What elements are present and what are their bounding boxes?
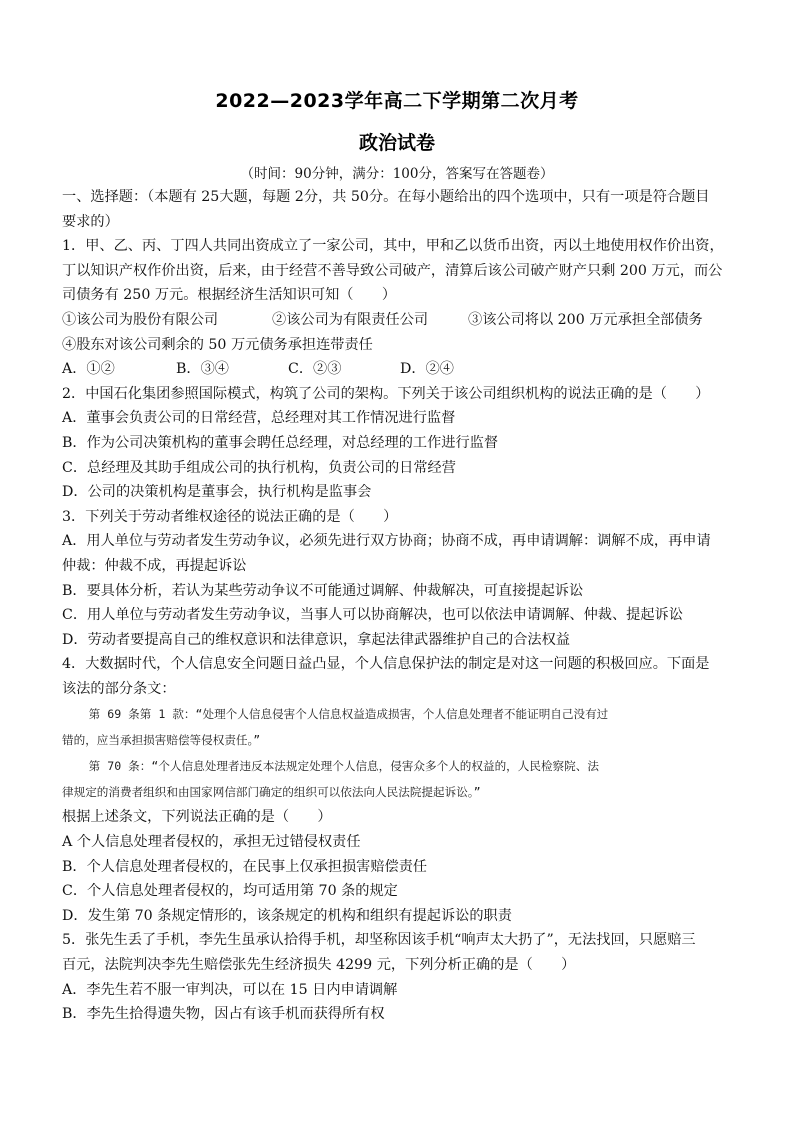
exam-title: 2022—2023学年高二下学期第二次月考 — [215, 90, 579, 112]
law-quote-text: 错的，应当承担损害赔偿等侵权责任。” — [62, 733, 261, 748]
exam-meta: （时间：90分钟，满分：100分，答案写在答题卷） — [240, 166, 554, 182]
question-1 — [62, 234, 734, 382]
option-d: D．公司的决策机构是董事会，执行机构是监事会 — [62, 484, 372, 501]
law-quote-69 — [62, 701, 734, 753]
question-stem: 3．下列关于劳动者维权途径的说法正确的是（ ） — [62, 508, 398, 525]
section-intro: 一、选择题：（本题有 25大题，每题 2分，共 50分。在每小题给出的四个选项中，只有一项是符合题目 — [62, 189, 710, 205]
statement-item: ①该公司为股份有限公司 — [62, 311, 219, 328]
option-c: C．用人单位与劳动者发生劳动争议，当事人可以协商解决，也可以依法申请调解、仲裁、提起诉讼 — [62, 607, 683, 624]
question-stem: 丁以知识产权作价出资，后来，由于经营不善导致公司破产，清算后该公司破产财产只剩 200 万元，而公 — [62, 262, 723, 279]
option-a: A．①② — [62, 361, 115, 378]
exam-subject-title: 政治试卷 — [358, 132, 435, 154]
question-stem: 5．张先生丢了手机，李先生虽承认拾得手机，却坚称因该手机“响声太大扔了”，无法找回，只愿赔三 — [62, 932, 696, 949]
exam-body — [62, 185, 734, 1027]
statement-row — [62, 308, 734, 333]
option-a: A 个人信息处理者侵权的，承担无过错侵权责任 — [62, 834, 361, 851]
question-5 — [62, 928, 734, 1026]
question-4 — [62, 652, 734, 928]
question-stem: 4．大数据时代，个人信息安全问题日益凸显，个人信息保护法的制定是对这一问题的积极回应。下面是 — [62, 656, 710, 673]
law-quote-70 — [62, 753, 734, 805]
statement-item: ③该公司将以 200 万元承担全部债务 — [468, 311, 703, 328]
option-d: D．②④ — [400, 361, 454, 378]
statement-item: ④股东对该公司剩余的 50 万元债务承担连带责任 — [62, 336, 373, 353]
option-a: A．用人单位与劳动者发生劳动争议，必须先进行双方协商；协商不成，再申请调解：调解不成，再申请 — [62, 533, 711, 550]
option-a-cont: 仲裁：仲裁不成，再提起诉讼 — [62, 557, 247, 574]
option-b: B．个人信息处理者侵权的，在民事上仅承担损害赔偿责任 — [62, 858, 428, 875]
section-intro-cont: 要求的） — [62, 213, 119, 230]
option-row — [62, 357, 734, 382]
option-a: A．董事会负责公司的日常经营，总经理对其工作情况进行监督 — [62, 410, 456, 427]
question-stem: 1．甲、乙、丙、丁四人共同出资成立了一家公司，其中，甲和乙以货币出资，丙以土地使用权作价出资， — [62, 238, 724, 255]
option-a: A．李先生若不服一审判决，可以在 15 日内申请调解 — [62, 981, 398, 998]
law-quote-text: 律规定的消费者组织和由国家网信部门确定的组织可以依法向人民法院提起诉讼。” — [62, 785, 481, 800]
question-stem: 2．中国石化集团参照国际模式，构筑了公司的架构。下列关于该公司组织机构的说法正确的是（ ） — [62, 385, 710, 402]
question-stem: 司债务有 250 万元。根据经济生活知识可知（ ） — [62, 287, 397, 304]
question-3 — [62, 505, 734, 653]
option-c: C．个人信息处理者侵权的，均可适用第 70 条的规定 — [62, 883, 398, 900]
question-ask: 根据上述条文，下列说法正确的是（ ） — [62, 809, 332, 826]
law-quote-text: 第 70 条：“个人信息处理者违反本法规定处理个人信息，侵害众多个人的权益的，人民检察院、法 — [88, 759, 599, 774]
option-b: B．作为公司决策机构的董事会聘任总经理，对总经理的工作进行监督 — [62, 434, 499, 451]
question-2 — [62, 382, 734, 505]
option-b: B．要具体分析，若认为某些劳动争议不可能通过调解、仲裁解决，可直接提起诉讼 — [62, 582, 584, 599]
option-c: C．②③ — [288, 361, 342, 378]
statement-item: ②该公司为有限责任公司 — [272, 311, 429, 328]
option-c: C．总经理及其助手组成公司的执行机构，负责公司的日常经营 — [62, 459, 456, 476]
question-stem: 百元，法院判决李先生赔偿张先生经济损失 4299 元，下列分析正确的是（ ） — [62, 957, 576, 974]
option-b: B．③④ — [176, 361, 229, 378]
law-quote-text: 第 69 条第 1 款：“处理个人信息侵害个人信息权益造成损害，个人信息处理者不能证明自己没有过 — [88, 707, 609, 722]
option-d: D．发生第 70 条规定情形的，该条规定的机构和组织有提起诉讼的职责 — [62, 907, 512, 924]
option-b: B．李先生拾得遗失物，因占有该手机而获得所有权 — [62, 1006, 385, 1023]
option-d: D．劳动者要提高自己的维权意识和法律意识，拿起法律武器维护自己的合法权益 — [62, 631, 570, 648]
question-stem: 该法的部分条文： — [62, 680, 176, 697]
